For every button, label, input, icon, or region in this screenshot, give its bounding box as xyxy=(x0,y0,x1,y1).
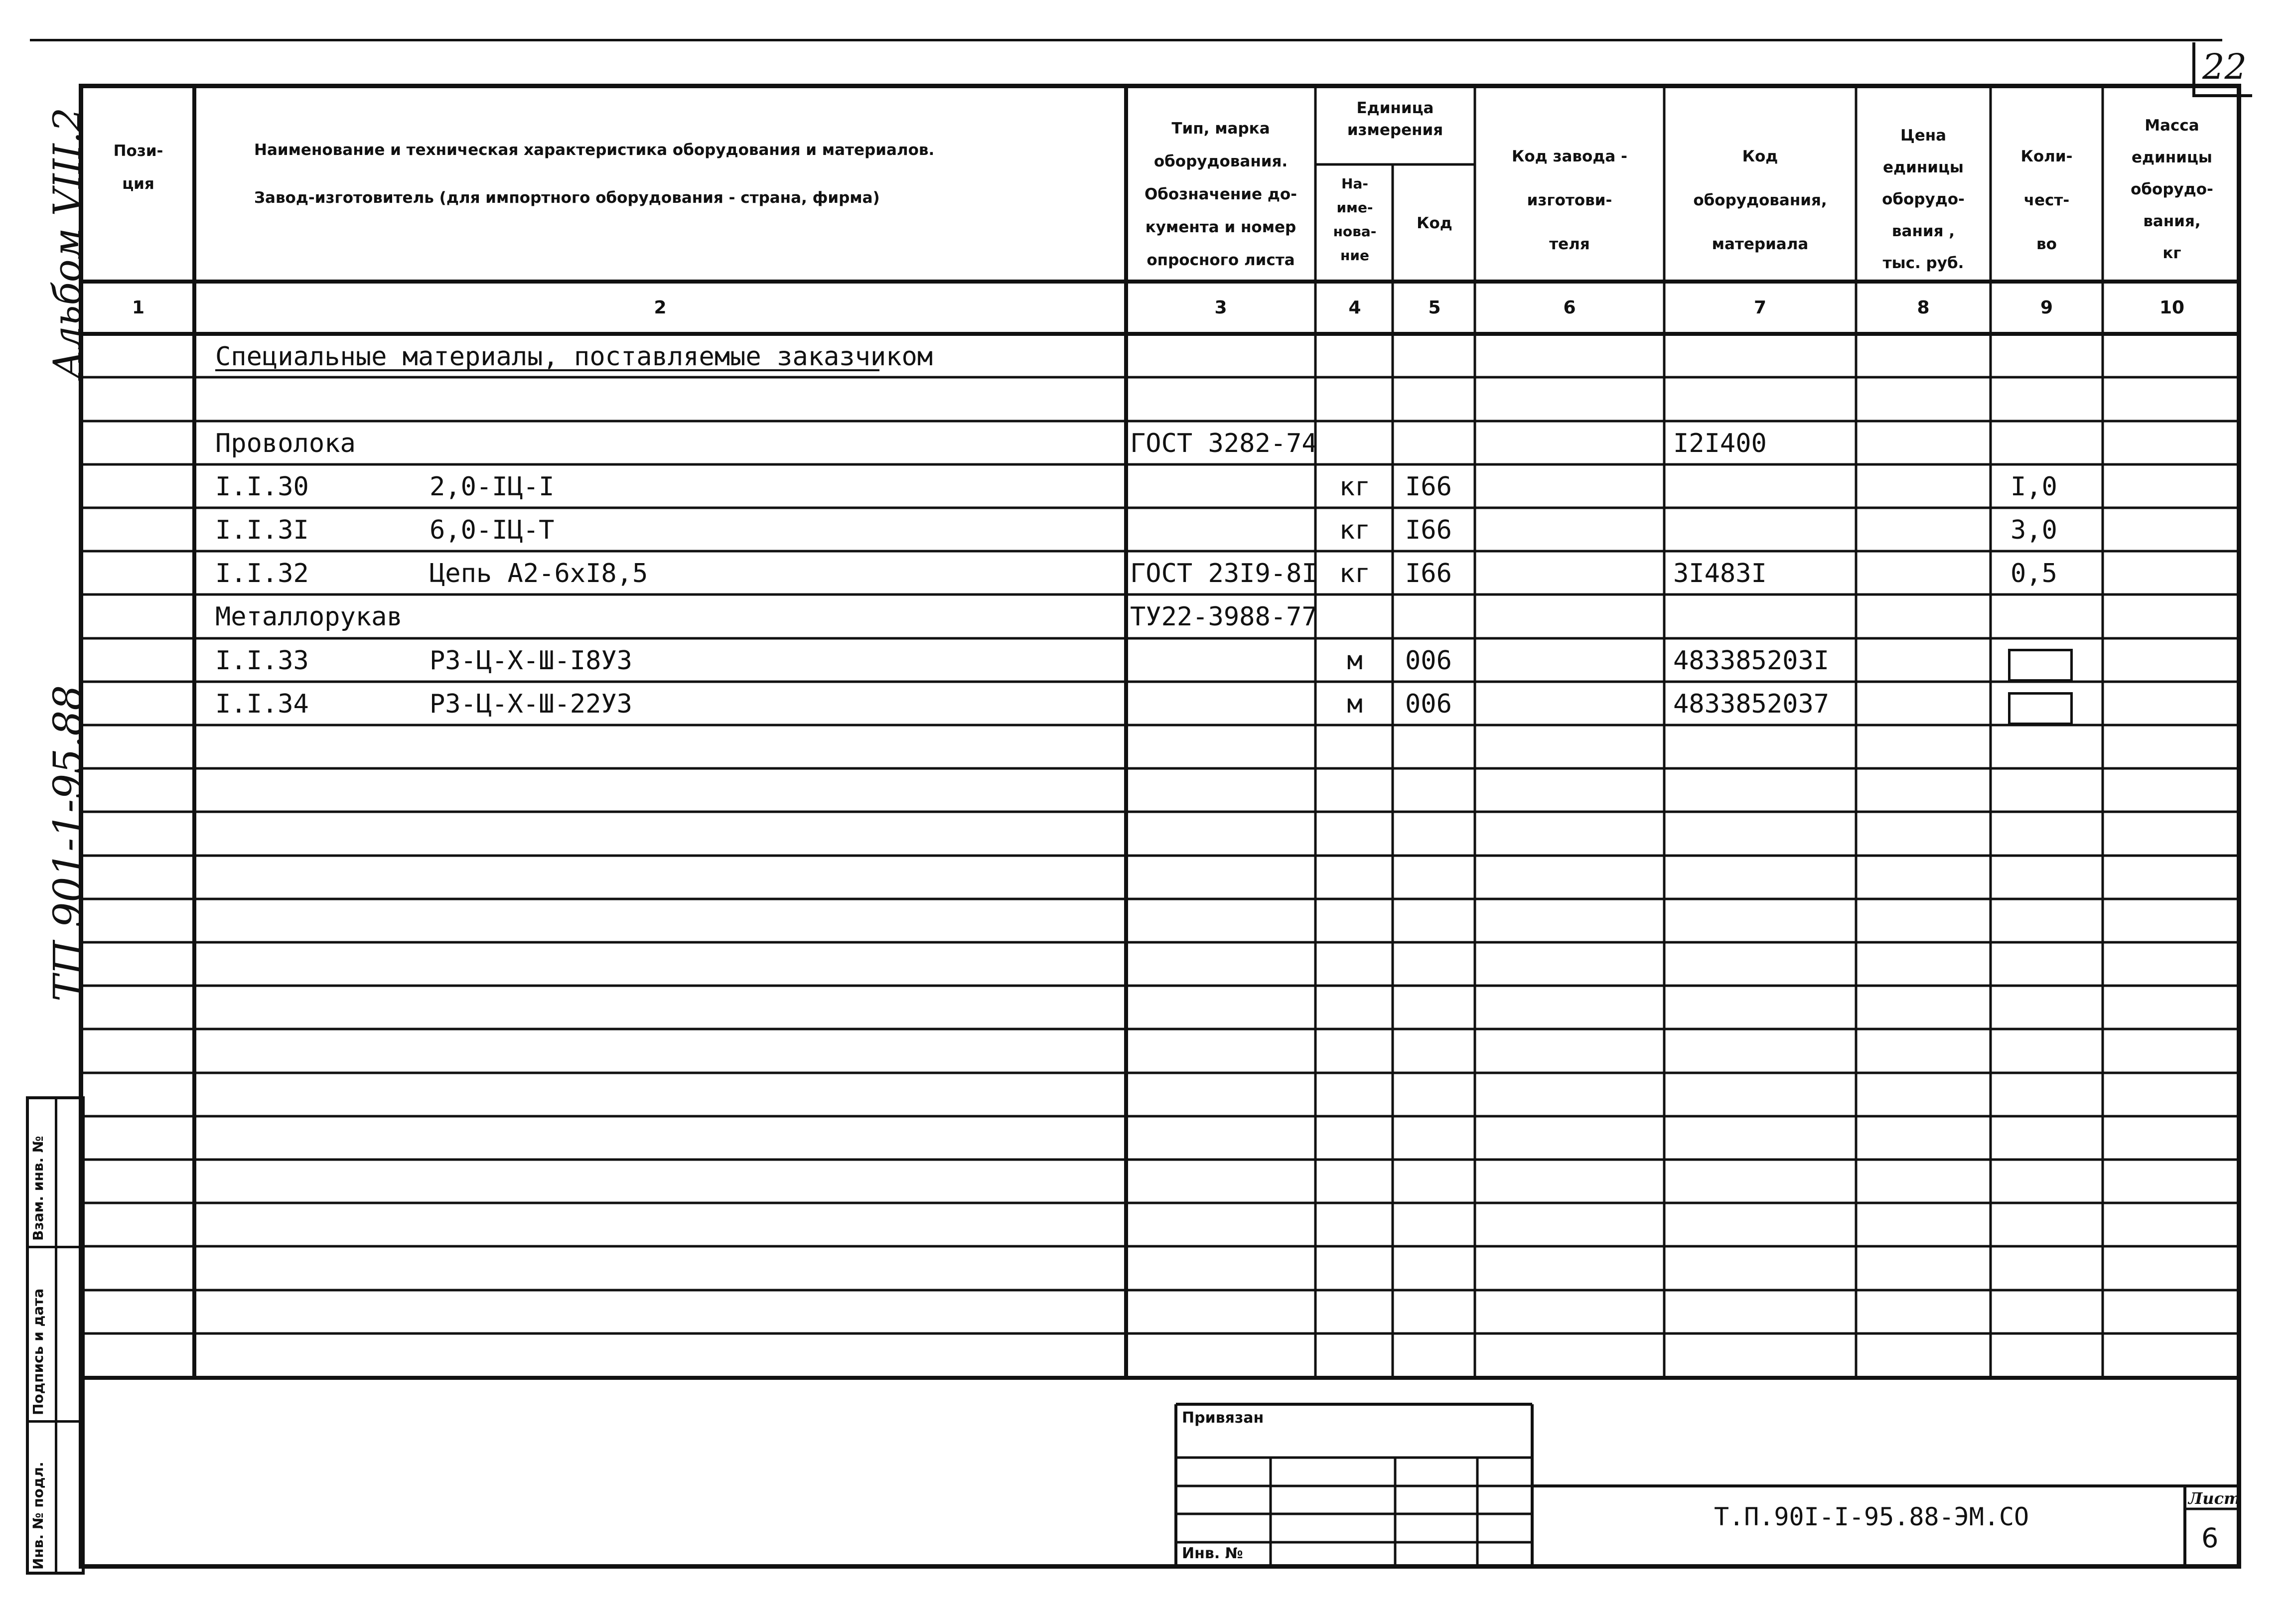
colnum-8: 8 xyxy=(1917,297,1930,318)
sheet-number: 22 xyxy=(2202,46,2247,87)
colnum-1: 1 xyxy=(132,297,145,318)
project-label: ТП 901-1-95.88 xyxy=(45,685,91,1002)
row-matcode: 4833852037 xyxy=(1673,689,1830,719)
qty-blank-box xyxy=(2008,692,2073,725)
row-matcode: 3I483I xyxy=(1673,559,1767,589)
colnum-4: 4 xyxy=(1348,297,1361,318)
qty-blank-box xyxy=(2008,649,2073,682)
row-pos: I.I.33 xyxy=(215,646,309,676)
row-matcode: I2I400 xyxy=(1673,429,1767,458)
row-matcode: 483385203I xyxy=(1673,646,1830,676)
colnum-3: 3 xyxy=(1214,297,1227,318)
colnum-7: 7 xyxy=(1753,297,1767,318)
row-qty: 3,0 xyxy=(2010,515,2057,545)
colnum-2: 2 xyxy=(654,297,667,318)
vzam-inv-label: Взам. инв. № xyxy=(30,1136,46,1241)
row-unit: м xyxy=(1347,646,1363,676)
row-pos: I.I.32 xyxy=(215,559,309,589)
row-qty: I,0 xyxy=(2010,472,2057,502)
header-unit-group: Единица измерения xyxy=(1347,99,1443,139)
row-spec: Цепь А2-6хI8,5 xyxy=(430,559,648,589)
header-col2: Наименование и техническая характеристика оборудования и материалов. Завод-изготовитель (для импортного оборудования - страна, фирма) xyxy=(254,141,935,207)
row-pos: I.I.3I xyxy=(215,515,309,545)
document-designation: Т.П.90I-I-95.88-ЭМ.СО xyxy=(1714,1502,2029,1531)
section-title: Специальные материалы, поставляемые заказчиком xyxy=(215,342,933,372)
header-col6: Код завода - изготови- теля xyxy=(1512,147,1627,253)
row-name: Металлорукав xyxy=(215,602,403,632)
row-spec: 2,0-IЦ-I xyxy=(430,472,555,502)
list-number: 6 xyxy=(2201,1522,2219,1554)
row-doc: ГОСТ 23I9-8I xyxy=(1130,559,1317,589)
podpis-data-label: Подпись и дата xyxy=(30,1288,46,1415)
album-label: Альбом VIII.2 xyxy=(45,107,89,379)
colnum-5: 5 xyxy=(1428,297,1441,318)
row-pos: I.I.34 xyxy=(215,689,309,719)
colnum-10: 10 xyxy=(2159,297,2185,318)
row-pos: I.I.30 xyxy=(215,472,309,502)
row-spec: Р3-Ц-Х-Ш-22У3 xyxy=(430,689,632,719)
row-doc: ТУ22-3988-77 xyxy=(1130,602,1317,632)
row-code: I66 xyxy=(1405,559,1452,589)
row-code: 006 xyxy=(1405,689,1452,719)
header-col10: Масса единицы оборудо- вания, кг xyxy=(2131,117,2213,262)
row-unit: кг xyxy=(1339,559,1371,589)
row-unit: м xyxy=(1347,689,1363,719)
header-col3: Тип, марка оборудования. Обозначение до- кумента и номер опросного листа xyxy=(1144,120,1297,269)
header-col8: Цена единицы оборудо- вания , тыс. руб. xyxy=(1882,127,1965,272)
row-doc: ГОСТ 3282-74 xyxy=(1130,429,1317,458)
inv-no-label: Инв. № xyxy=(1182,1545,1243,1562)
row-unit: кг xyxy=(1339,515,1371,545)
list-label: Лист xyxy=(2188,1489,2241,1508)
row-code: I66 xyxy=(1405,472,1452,502)
row-spec: 6,0-IЦ-Т xyxy=(430,515,555,545)
row-name: Проволока xyxy=(215,429,356,458)
header-col7: Код оборудования, материала xyxy=(1693,147,1827,253)
row-code: 006 xyxy=(1405,646,1452,676)
row-spec: Р3-Ц-Х-Ш-I8У3 xyxy=(430,646,632,676)
header-col1: Пози- ция xyxy=(113,142,163,193)
header-col4: На- име- нова- ние xyxy=(1333,175,1377,264)
row-qty: 0,5 xyxy=(2010,559,2057,589)
privyazan-label: Привязан xyxy=(1182,1409,1264,1427)
inv-podl-label: Инв. № подл. xyxy=(30,1462,46,1570)
row-code: I66 xyxy=(1405,515,1452,545)
colnum-9: 9 xyxy=(2040,297,2053,318)
header-col9: Коли- чест- во xyxy=(2020,147,2073,253)
colnum-6: 6 xyxy=(1563,297,1576,318)
row-unit: кг xyxy=(1339,472,1371,502)
header-col5: Код xyxy=(1417,214,1452,232)
